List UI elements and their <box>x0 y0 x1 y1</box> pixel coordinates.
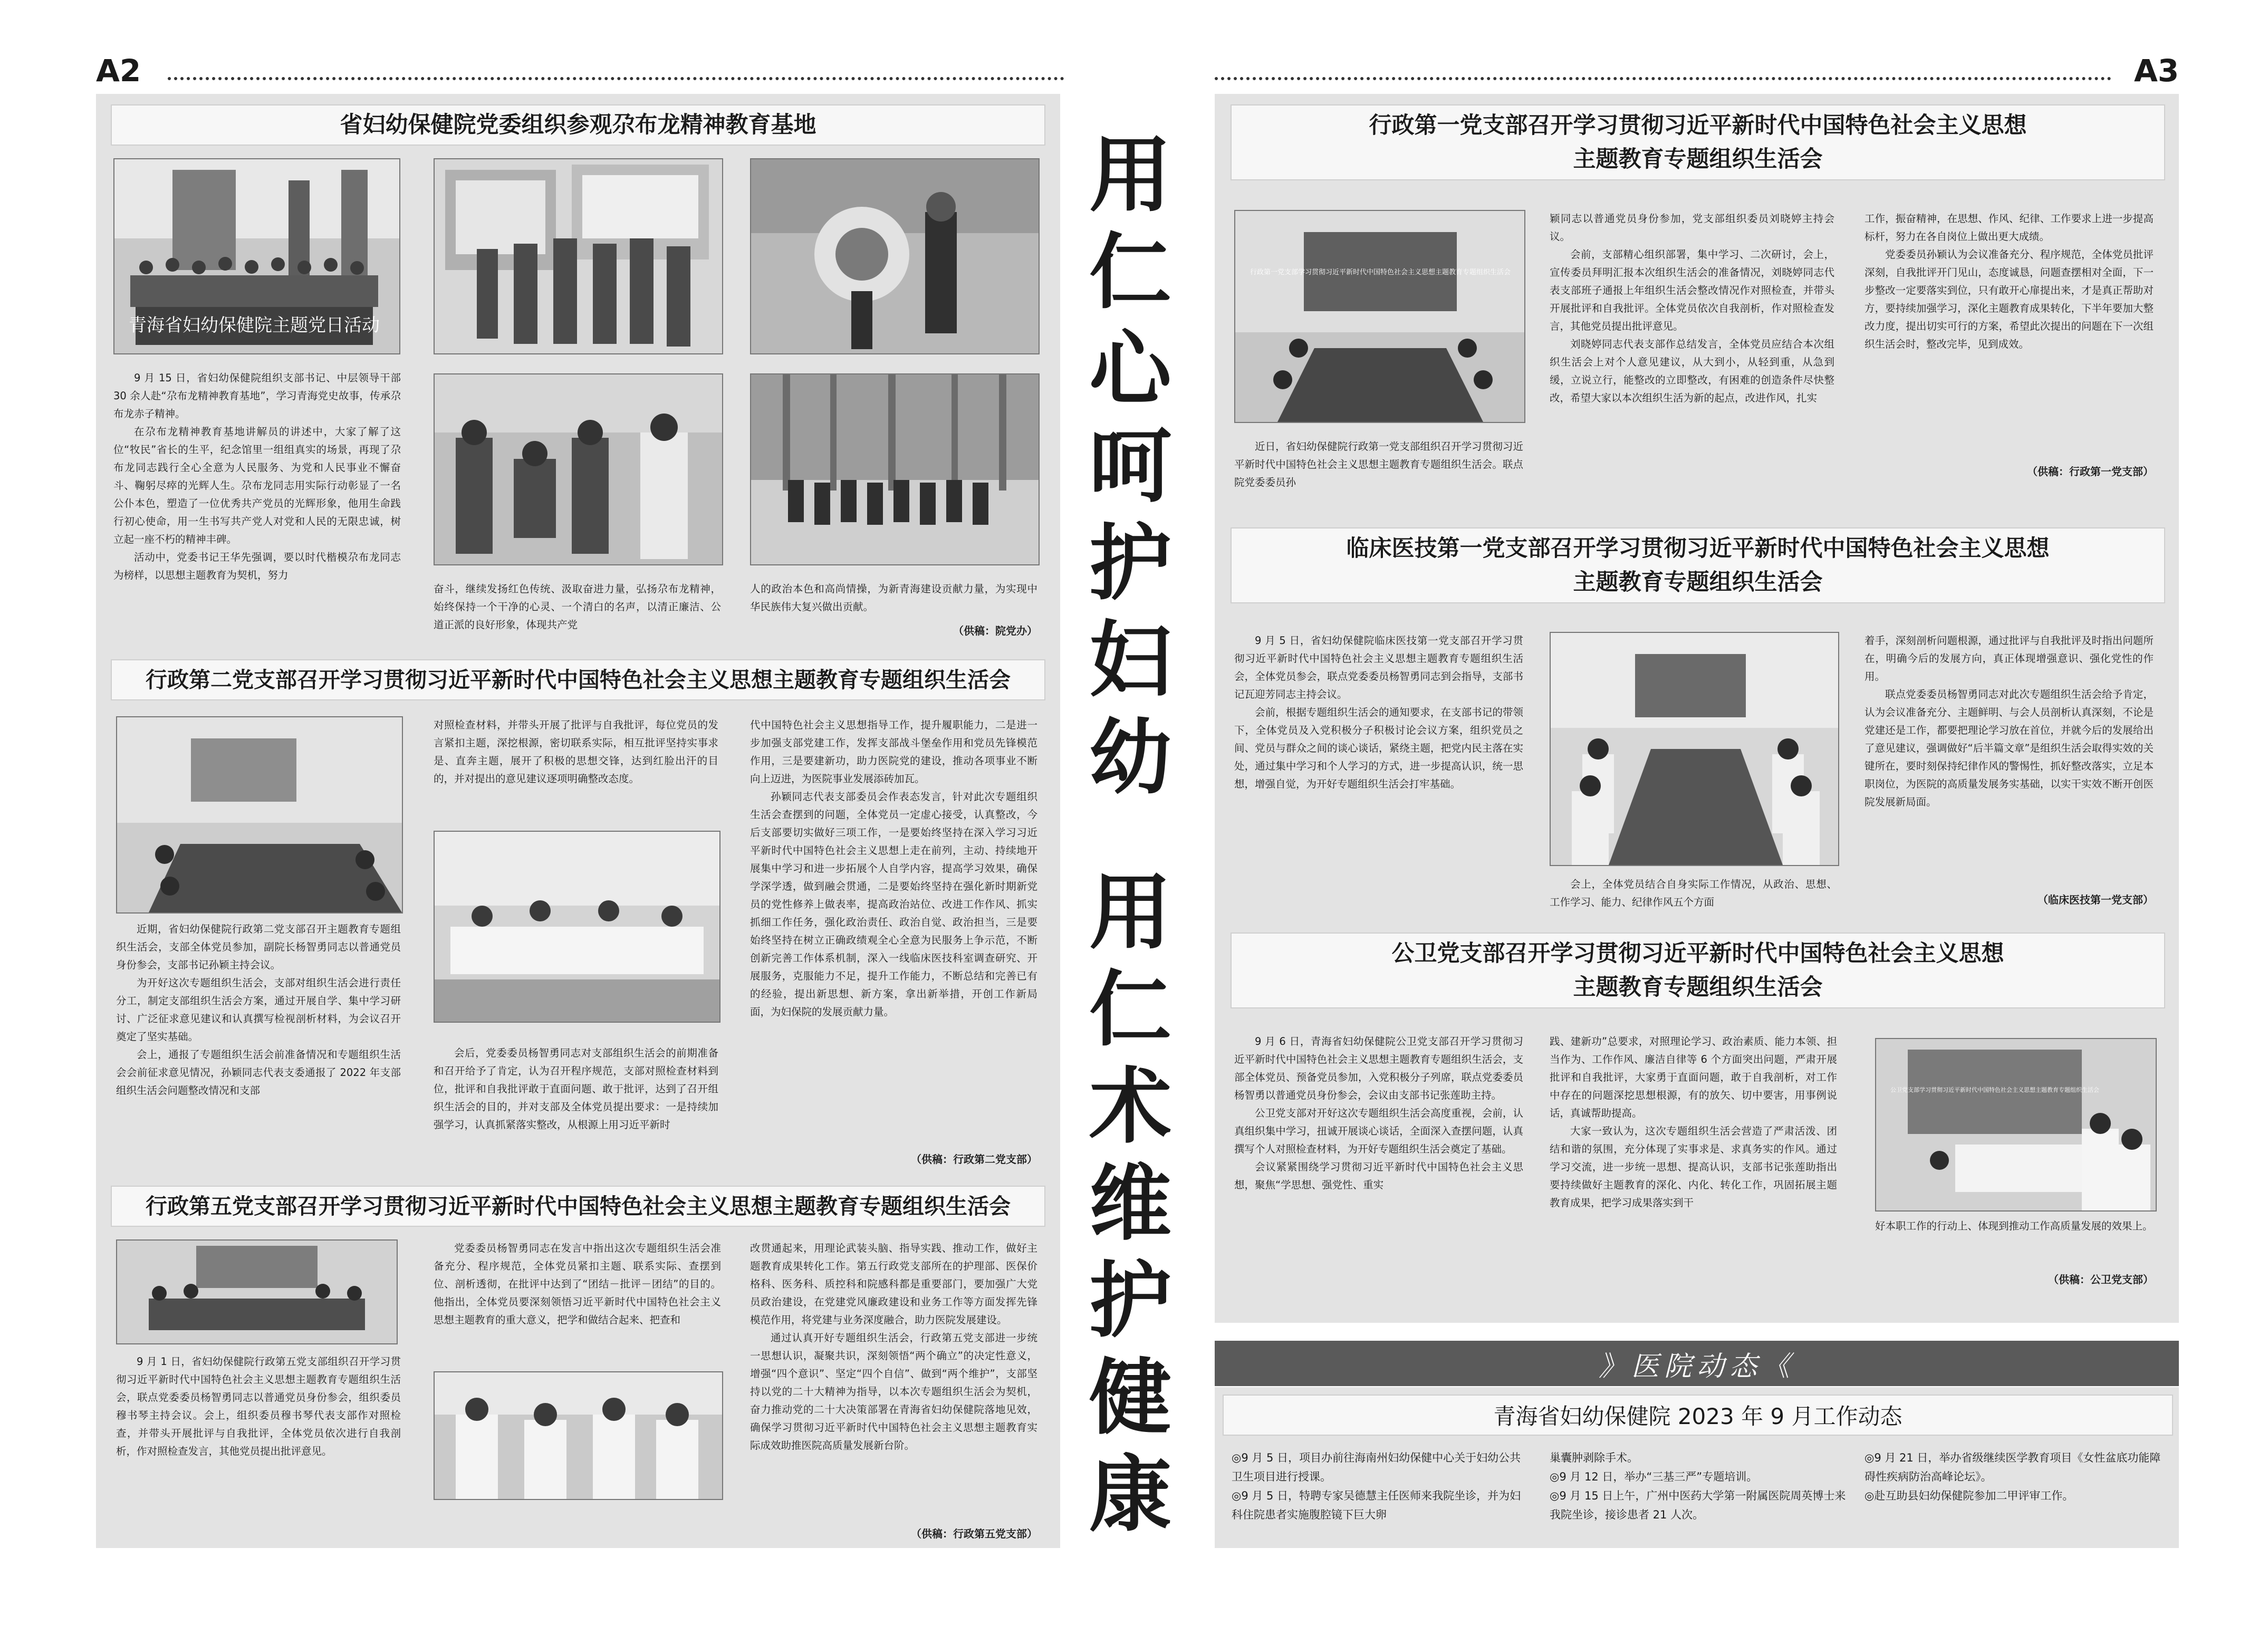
article2-column-3: 代中国特色社会主义思想指导工作，提升履职能力，二是进一步加强支部党建工作，发挥支部战斗堡垒作用和党员先锋模范作用，三是要建新功，助力医院党的建设，推动各项事业不断向上迈进，为医院事业发展添砖加瓦。 孙颖同志代表支部委员会作表态发言，针对此次专题组织生活会查摆到的问题，全体党员一定虚心接受，认真整改，今后支部要切实做好三项工作，一是要始终坚持在深入学习习近平新时代中国特色社会主义思想上走在前列，主动、持续地开展集中学习和进一步拓展个人自学内容，提高学习效果，确保学深学透，做到融会贯通，二是要始终坚持在强化新时期新党员的党性修养上做表率，提高政治站位、改进工作作风、抓实抓细工作任务，强化政治责任、政治自觉、政治担当，三是要始终坚持在树立正确政绩观全心全意为民服务上争示范，不断创新完善工作体系机制，深入一线临床医技科室调查研究、开展服务，克服能力不足，提升工作能力，不断总结和完善已有的经验，提出新思想、新方案，拿出新举措，开创工作新局面，为妇保院的发展贡献力量。 <box>750 719 1037 1018</box>
article1-column-1: 9 月 15 日，省妇幼保健院组织支部书记、中层领导干部 30 余人赴“尕布龙精神教育基地”，学习青海党史故事，传承尕布龙赤子精神。 在尕布龙精神教育基地讲解员的讲述中，大家了解了这位“牧民”省长的生平，纪念馆里一组组真实的场景，再现了尕布龙同志践行全心全意为人民服务、为党和人民事业不懈奋斗、鞠躬尽瘁的光辉人生。尕布龙同志用实际行动彰显了一名公仆本色，塑造了一位优秀共产党员的光辉形象，他用生命践行初心使命，用一生书写共产党人对党和人民的无限忠诚，树立起一座不朽的精神丰碑。 活动中，党委书记王华先强调，要以时代楷模尕布龙同志为榜样，以思想主题教育为契机，努力 <box>113 372 401 581</box>
article6-photo-meeting <box>1875 1038 2157 1212</box>
article2-source: （供稿：行政第二党支部） <box>911 1153 1037 1166</box>
article5-source: （临床医技第一党支部） <box>2038 893 2154 906</box>
article6-column-2: 践、建新功”总要求，对照理论学习、政治素质、能力本领、担当作为、工作作风、廉洁自律等 6 个方面突出问题，严肃开展批评和自我批评，大家勇于直面问题，敢于自我剖析，对工作中存在的问题深挖思想根源，有的放矢、切中要害，用事例说话，真诚帮助提高。 大家一致认为，这次专题组织生活会营造了严肃活泼、团结和谐的氛围，充分体现了实事求是、求真务实的作风。通过学习交流，进一步统一思想、提高认识，支部书记张莲助指出要持续做好主题教育的深化、内化、转化工作，巩固拓展主题教育成果，把学习成果落实到干 <box>1550 1035 1837 1209</box>
header-divider-right <box>1215 77 2111 80</box>
article2-column-1: 近期，省妇幼保健院行政第二党支部召开主题教育专题组织生活会，支部全体党员参加，副院长杨智勇同志以普通党员身份参会，支部书记孙颖主持会议。 为开好这次专题组织生活会，支部对组织生活会进行责任分工，制定支部组织生活会方案，通过开展自学、集中学习研讨、广泛征求意见建议和认真撰写检视剖析材料，为会议召开奠定了坚实基础。 会上，通报了专题组织生活会前准备情况和专题组织生活会会前征求意见情况，孙颖同志代表支委通报了 2022 年支部组织生活会问题整改情况和支部 <box>116 923 401 1097</box>
slogan-char: 仁 <box>1089 962 1171 1057</box>
article3-column-1: 9 月 1 日，省妇幼保健院行政第五党支部组织召开学习贯彻习近平新时代中国特色社会主义思想主题教育专题组织生活会，联点党委委员杨智勇同志以普通党员身份参会，组织委员穆书琴主持会议。会上，组织委员穆书琴代表支部作对照检查，并带头开展批评与自我批评，全体党员依次进行自我剖析，作对照检查发言，其他党员提出批评意见。 <box>116 1355 401 1457</box>
article4-column-3: 工作，振奋精神，在思想、作风、纪律、工作要求上进一步提高标杆，努力在各自岗位上做出更大成绩。 党委委员孙颖认为会议准备充分、程序规范，全体党员批评深刻，自我批评开门见山，态度诚恳，问题查摆相对全面，下一步整改一定要落实到位，只有敢开心扉提出来，才是真正帮助对方，要持续加强学习，深化主题教育成果转化，下半年要加大整改力度，提出切实可行的方案，希望此次提出的问题在下一次组织生活会时，整改完毕，见到成效。 <box>1865 213 2154 350</box>
article2-photo-meeting <box>116 716 403 914</box>
slogan-char: 用 <box>1089 127 1171 223</box>
hospital-news-banner: 》医院动态《 <box>1215 1341 2179 1386</box>
article5-column-1: 9 月 5 日，省妇幼保健院临床医技第一党支部召开学习贯彻习近平新时代中国特色社会主义思想主题教育专题组织生活会，全体党员参会，联点党委委员杨智勇同志到会指导，支部书记瓦迎芳同志主持会议。 会前，根据专题组织生活会的通知要求，在支部书记的带领下，全体党员及入党积极分子积极讨论会议方案，组织党员之间、党员与群众之间的谈心谈话，紧绕主题，把党内民主落在实处，通过集中学习和个人学习的方式，进一步提高认识，统一思想，增强自觉，为开好专题组织生活会打牢基础。 <box>1234 634 1523 790</box>
article2-column-2b: 会后，党委委员杨智勇同志对支部组织生活会的前期准备和召开给予了肯定，认为召开程序规范，支部对照检查材料到位，批评和自我批评敢于直面问题、敢于批评，达到了召开组织生活会的目的，并对支部及全体党员提出要求：一是持续加强学习，认真抓紧落实整改，从根源上用习近平新时 <box>434 1047 718 1131</box>
slogan-char: 妇 <box>1089 612 1171 708</box>
article6-column-1: 9 月 6 日，青海省妇幼保健院公卫党支部召开学习贯彻习近平新时代中国特色社会主义思想主题教育专题组织生活会，支部全体党员、预备党员参加，入党积极分子列席，联点党委委员杨智勇以普通党员身份参会，会议由支部书记张莲助主持。 公卫党支部对开好这次专题组织生活会高度重视，会前，认真组织集中学习，扭诚开展谈心谈话，全面深入查摆问题，认真撰写个人对照检查材料，为开好专题组织生活会奠定了基础。 会议紧紧围绕学习贯彻习近平新时代中国特色社会主义思想，聚焦“学思想、强党性、重实 <box>1234 1035 1523 1191</box>
article1-photo-visit <box>434 373 723 565</box>
slogan-char: 维 <box>1089 1156 1171 1252</box>
article1-photo-group <box>113 158 400 354</box>
article1-photo-trees <box>750 373 1040 565</box>
article2-photo-table <box>434 831 720 1023</box>
article1-photo-wreath <box>750 158 1040 354</box>
svg-text:行政第一党支部学习贯彻习近平新时代中国特色社会主义思想主题教: 行政第一党支部学习贯彻习近平新时代中国特色社会主义思想主题教育专题组织生活会 <box>1250 268 1511 276</box>
article4-column-2: 颖同志以普通党员身份参加，党支部组织委员刘晓婷主持会议。 会前，支部精心组织部署，集中学习、二次研讨，会上，宣传委员拜明汇报本次组织生活会的准备情况，刘晓婷同志代表支部班子通报上年组织生活会整改情况作对照检查，并带头开展批评和自我批评。全体党员依次自我剖析，作对照检查发言，其他党员提出批评意见。 刘晓婷同志代表支部作总结发言，全体党员应结合本次组织生活会上对个人意见建议，从大到小，从轻到重，从急到缓，立说立行，能整改的立即整改，有困难的创造条件尽快整改，希望大家以本次组织生活为新的起点，改进作风，扎实 <box>1550 213 1834 404</box>
article4-column-1: 近日，省妇幼保健院行政第一党支部组织召开学习贯彻习近平新时代中国特色社会主义思想主题教育专题组织生活会。联点院党委委员孙 <box>1234 440 1523 488</box>
article5-column-2: 会上，全体党员结合自身实际工作情况，从政治、思想、工作学习、能力、纪律作风五个方面 <box>1550 878 1837 908</box>
svg-text:公卫党支部学习贯彻习近平新时代中国特色社会主义思想主题教育专: 公卫党支部学习贯彻习近平新时代中国特色社会主义思想主题教育专题组织生活会 <box>1890 1087 2099 1093</box>
slogan-char: 呵 <box>1089 418 1171 514</box>
article3-column-2: 党委委员杨智勇同志在发言中指出这次专题组织生活会准备充分、程序规范，全体党员紧扣主题、联系实际、查摆到位、剖析透彻，在批评中达到了“团结－批评－团结”的目的。他指出，全体党员要深刻领悟习近平新时代中国特色社会主义思想主题教育的重大意义，把学和做结合起来、把查和 <box>434 1242 721 1326</box>
slogan-char: 仁 <box>1089 224 1171 320</box>
slogan-char: 护 <box>1089 1253 1171 1349</box>
news-column-1: ◎9 月 5 日，项目办前往海南州妇幼保健中心关于妇幼公共卫生项目进行授课。 ◎9 月 5 日，特聘专家吴德慧主任医师来我院坐诊，并为妇科住院患者实施腹腔镜下巨大卵 <box>1232 1451 1521 1521</box>
article2-title: 行政第二党支部召开学习贯彻习近平新时代中国特色社会主义思想主题教育专题组织生活会 <box>111 659 1045 700</box>
news-column-3: ◎9 月 21 日，举办省级继续医学教育项目《女性盆底功能障碍性疾病防治高峰论坛》。 ◎赴互助县妇幼保健院参加二甲评审工作。 <box>1865 1451 2161 1502</box>
slogan-char: 护 <box>1089 515 1171 611</box>
slogan-char: 术 <box>1089 1059 1171 1155</box>
article1-source: （供稿：院党办） <box>953 624 1037 637</box>
slogan-char: 心 <box>1089 321 1171 417</box>
news-column-2: 巢囊肿剥除手术。 ◎9 月 12 日，举办“三基三严”专题培训。 ◎9 月 15 日上午，广州中医药大学第一附属医院周英博士来我院坐诊，接诊患者 21 人次。 <box>1550 1451 1846 1521</box>
slogan-char: 幼 <box>1089 709 1171 805</box>
article4-source: （供稿：行政第一党支部） <box>2027 465 2154 478</box>
article1-title: 省妇幼保健院党委组织参观尕布龙精神教育基地 <box>111 104 1045 146</box>
article2-column-2a: 对照检查材料，并带头开展了批评与自我批评，每位党员的发言紧扣主题，深挖根源，密切联系实际，相互批评坚持实事求是、直奔主题，展开了积极的思想交锋，达到红脸出汗的目的，并对提出的意见建议逐项明确整改态度。 <box>434 719 718 785</box>
article1-column-2: 奋斗，继续发扬红色传统、汲取奋进力量，弘扬尕布龙精神，始终保持一个干净的心灵、一个清白的名声，以清正廉洁、公道正派的良好形象，体现共产党 <box>434 583 721 631</box>
page-number-left: A2 <box>96 53 141 89</box>
slogan-char: 健 <box>1089 1350 1171 1446</box>
article3-photo-nurses <box>434 1371 723 1500</box>
article3-title: 行政第五党支部召开学习贯彻习近平新时代中国特色社会主义思想主题教育专题组织生活会 <box>111 1186 1045 1227</box>
article1-column-3: 人的政治本色和高尚情操，为新青海建设贡献力量，为实现中华民族伟大复兴做出贡献。 <box>750 583 1037 613</box>
news-title: 青海省妇幼保健院 2023 年 9 月工作动态 <box>1223 1395 2173 1436</box>
page-number-right: A3 <box>2134 53 2179 89</box>
article3-photo-conference <box>116 1239 398 1344</box>
svg-text:青海省妇幼保健院主题党日活动: 青海省妇幼保健院主题党日活动 <box>129 315 380 336</box>
header-divider-left <box>168 77 1064 80</box>
article3-column-3: 改贯通起来，用理论武装头脑、指导实践、推动工作，做好主题教育成果转化工作。第五行政党支部所在的护理部、医保价格科、医务科、质控科和院感科都是重要部门，要加强广大党员政治建设，在党建党风廉政建设和业务工作等方面发挥先锋模范作用，将党建与业务深度融合，助力医院发展建设。 通过认真开好专题组织生活会，行政第五党支部进一步统一思想认识，凝聚共识，深刻领悟“两个确立”的决定性意义，增强“四个意识”、坚定“四个自信”、做到“两个维护”，支部坚持以党的二十大精神为指导，以本次专题组织生活会为契机，奋力推动党的二十大决策部署在青海省妇幼保健院落地见效，确保学习贯彻习近平新时代中国特色社会主义思想主题教育实际成效助推医院高质量发展新台阶。 <box>750 1242 1037 1451</box>
article6-column-3: 好本职工作的行动上、体现到推动工作高质量发展的效果上。 <box>1875 1220 2153 1232</box>
article4-title: 行政第一党支部召开学习贯彻习近平新时代中国特色社会主义思想 主题教育专题组织生活会 <box>1231 104 2165 180</box>
article5-photo-boardroom <box>1550 632 1839 866</box>
article4-photo-meeting <box>1234 210 1525 423</box>
slogan-char: 用 <box>1089 864 1171 960</box>
article3-source: （供稿：行政第五党支部） <box>911 1527 1037 1540</box>
slogan-char: 康 <box>1089 1447 1171 1543</box>
article6-title: 公卫党支部召开学习贯彻习近平新时代中国特色社会主义思想 主题教育专题组织生活会 <box>1231 932 2165 1008</box>
article6-source: （供稿：公卫党支部） <box>2048 1273 2154 1286</box>
article5-title: 临床医技第一党支部召开学习贯彻习近平新时代中国特色社会主义思想 主题教育专题组织生活会 <box>1231 527 2165 603</box>
article1-photo-exhibit <box>434 158 723 354</box>
vertical-slogan <box>1085 127 1175 1543</box>
slogan-gap <box>1085 806 1175 864</box>
article5-column-3: 着手，深刻剖析问题根源，通过批评与自我批评及时指出问题所在，明确今后的发展方向，真正体现增强意识、强化党性的作用。 联点党委委员杨智勇同志对此次专题组织生活会给予肯定，认为会议准备充分、主题鲜明、与会人员剖析认真深刻，不论是党建还是工作，都要把理论学习放在首位，并就今后的发展给出了意见建议，强调做好“后半篇文章”是组织生活会取得实效的关键所在，要时刻保持纪律作风的警惕性，抓好整改落实，立足本职岗位，为医院的高质量发展务实基础，以实干实效不断开创医院发展新局面。 <box>1865 634 2154 808</box>
